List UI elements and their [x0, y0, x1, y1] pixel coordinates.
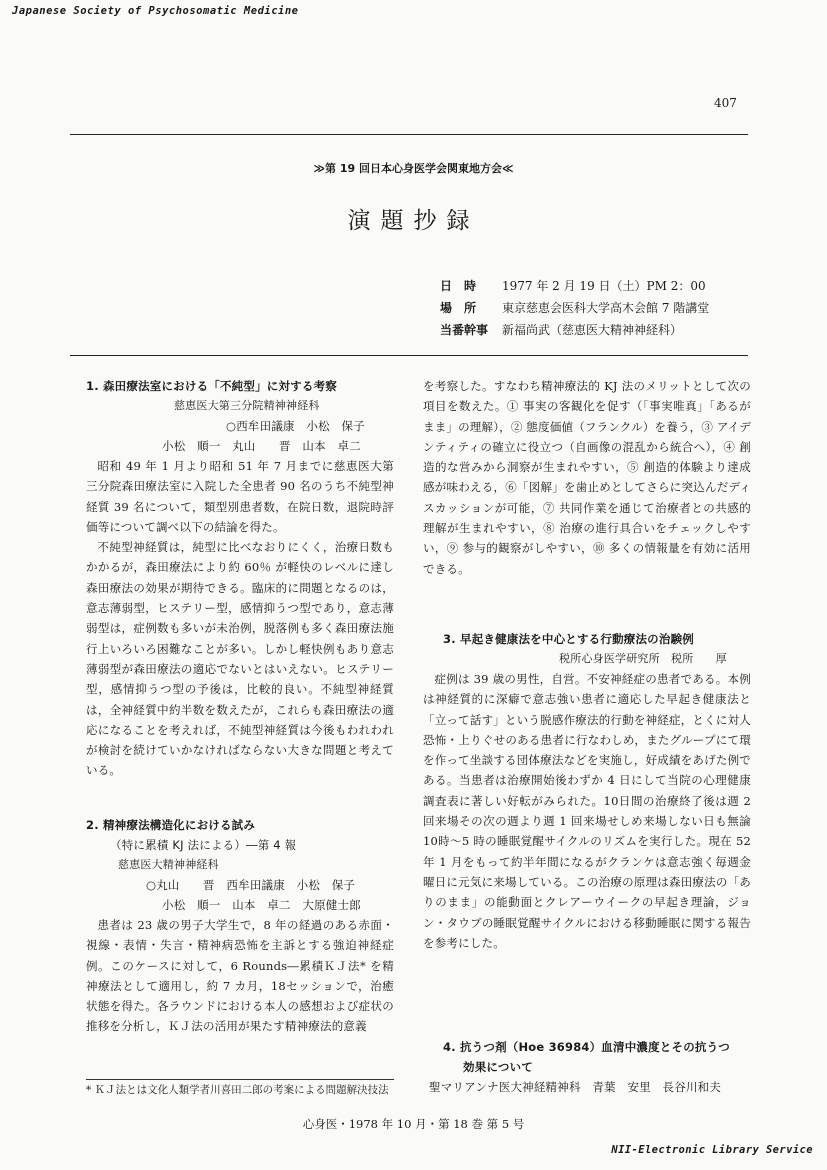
meta-organizer: [440, 321, 682, 338]
affiliation: 慈恵医大第三分院精神神経科: [174, 399, 320, 412]
meta-value: 1977 年 2 月 19 日（土）PM 2：00: [502, 279, 706, 293]
meta-value: 新福尚武（慈恵医大精神神経科）: [502, 323, 683, 337]
paragraph: 昭和 49 年 1 月より昭和 51 年 7 月までに慈恵医大第三分院森田療法室に入院した全患者 90 名のうち不純型神経質 39 名について，類型別患者数，在院日数，退院時評価等について調べ以下の結論を得た。: [86, 459, 394, 534]
meta-date: [440, 277, 706, 294]
page-number: 407: [714, 96, 737, 110]
abstract-heading: 3. 早起き健康法を中心とする行動療法の治験例: [443, 632, 694, 646]
abstract-heading: 1. 森田療法室における「不純型」に対する考察: [86, 379, 337, 393]
nii-service-label: NII-Electronic Library Service: [611, 1144, 813, 1156]
affiliation: 慈恵医大精神神経科: [118, 858, 219, 871]
footnote-rule: [86, 1079, 394, 1080]
abstract-4: [423, 1037, 751, 1097]
paragraph: 症例は 39 歳の男性，自営。不安神経症の患者である。本例は神経質的に深癖で意志強い患者に適応した早起き健康法と「立って話す」という脱感作療法的行動を神経症，とくに対人恐怖・上りぐせのある患者に行なわしめ，またグループにて環を作って坐談する団体療法などを実施し，好成績をあげた例である。当患者は治療開始後わずか 4 日にして当院の心理健康調査表に著しい好転がみられた。10日間の治療終了後は週 2 回来場その次の週より週 1 回来場せしめ来場しない日も無論 10時〜5 時の睡眠覚醒サイクルのリズムを実行した。現在 52 年 1 月をもって約半年間になるがクランケは意志強く毎週金曜日に元気に来場している。この治療の原理は森田療法の「ありのまま」の能動面とクレアーウイークの早起き理論，ジョン・タウブの睡眠覚醒サイクルにおける移動睡眠に関する報告を参考にした。: [423, 672, 751, 950]
paragraph: 患者は 23 歳の男子大学生で，8 年の経過のある赤面・視線・表情・失言・精神病恐怖を主訴とする強迫神経症例。このケースに対して，6 Rounds―累積ＫＪ法* を精神療法として適用し，約 7 カ月，18セッションで，治癒状態を得た。各ラウンドにおける本人の感想および症状の推移を分析し，ＫＪ法の活用が果たす精神療法的意義: [86, 918, 394, 1034]
abstract-subheading: （特に累積 KJ 法による）―第 4 報: [110, 838, 297, 852]
meta-place: [440, 299, 709, 316]
paragraph: を考察した。すなわち精神療法的 KJ 法のメリットとして次の項目を数えた。① 事実の客観化を促す（「事実唯真」「あるがまま」の理解），② 態度価値（フランクル）を養う，③ アイデンティティの確立に役立つ（自画像の混乱から統合へ），④ 創造的な営みから洞察が生まれやすい，⑤ 創造的体験より達成感が味わえる，⑥「図解」を歯止めとしてさらに突込んだディスカッションが可能，⑦ 共同作業を通じて治療者との共感的理解が生まれやすい，⑧ 治療の進行具合いをチェックしやすい，⑨ 参与的観察がしやすい，⑩ 多くの情報量を有効に活用できる。: [423, 379, 751, 576]
meta-label: 日 時: [440, 279, 477, 293]
society-header: Japanese Society of Psychosomatic Medicine: [12, 5, 299, 17]
abstract-2: [86, 815, 394, 1037]
abstract-2-continuation: [423, 376, 751, 579]
abstract-heading: 4. 抗うつ剤（Hoe 36984）血清中濃度とその抗うつ: [443, 1040, 731, 1054]
header-rule: [70, 134, 748, 135]
abstract-heading: 2. 精神療法構造化における試み: [86, 818, 256, 832]
meta-rule: [70, 355, 748, 356]
affiliation: 税所心身医学研究所 税所 厚: [559, 652, 727, 665]
authors: ○丸山 晋 西牟田議康 小松 保子: [146, 878, 356, 892]
footnote: * ＫＪ法とは文化人類学者川喜田二郎の考案による問題解決技法: [86, 1084, 389, 1096]
abstract-1: [86, 376, 394, 781]
meta-label: 場 所: [440, 301, 477, 315]
abstract-3: [423, 629, 751, 953]
page-title: 演題抄録: [347, 208, 480, 234]
affiliation: 聖マリアンナ医大神経精神科 青葉 安里 長谷川和夫: [429, 1080, 722, 1094]
authors: ○西牟田議康 小松 保子: [226, 419, 365, 433]
authors: 小松 順一 丸山 晋 山本 卓二: [162, 439, 361, 453]
meta-value: 東京慈恵会医科大学高木会館 7 階講堂: [502, 301, 710, 315]
meta-label: 当番幹事: [440, 323, 489, 337]
paragraph: 不純型神経質は，純型に比べなおりにくく，治療日数もかかるが，森田療法により約 60％ が軽快のレベルに達し森田療法の効果が期待できる。臨床的に問題となるのは，意志薄弱型，ヒステリー型，感情抑うつ型であり，意志薄弱型は，症例数も多いが未治例，脱落例も多く森田療法施行上いろいろ困難なことが多い。しかし軽快例もあり意志薄弱型が森田療法の適応でないとはいえない。ヒステリー型，感情抑うつ型の予後は，比較的良い。不純型神経質は，全神経質中約半数を数えたが，これらも森田療法の適応になることを考えれば，不純型神経質は今後もわれわれが検討を続けていかなければならない大きな問題と考えている。: [86, 540, 394, 778]
session-title: ≫第 19 回日本心身医学会関東地方会≪: [313, 162, 514, 175]
abstract-heading-cont: 効果について: [463, 1060, 533, 1074]
authors: 小松 順一 山本 卓二 大原健士郎: [162, 898, 361, 912]
journal-footer: 心身医・1978 年 10 月・第 18 巻 第 5 号: [302, 1117, 525, 1131]
